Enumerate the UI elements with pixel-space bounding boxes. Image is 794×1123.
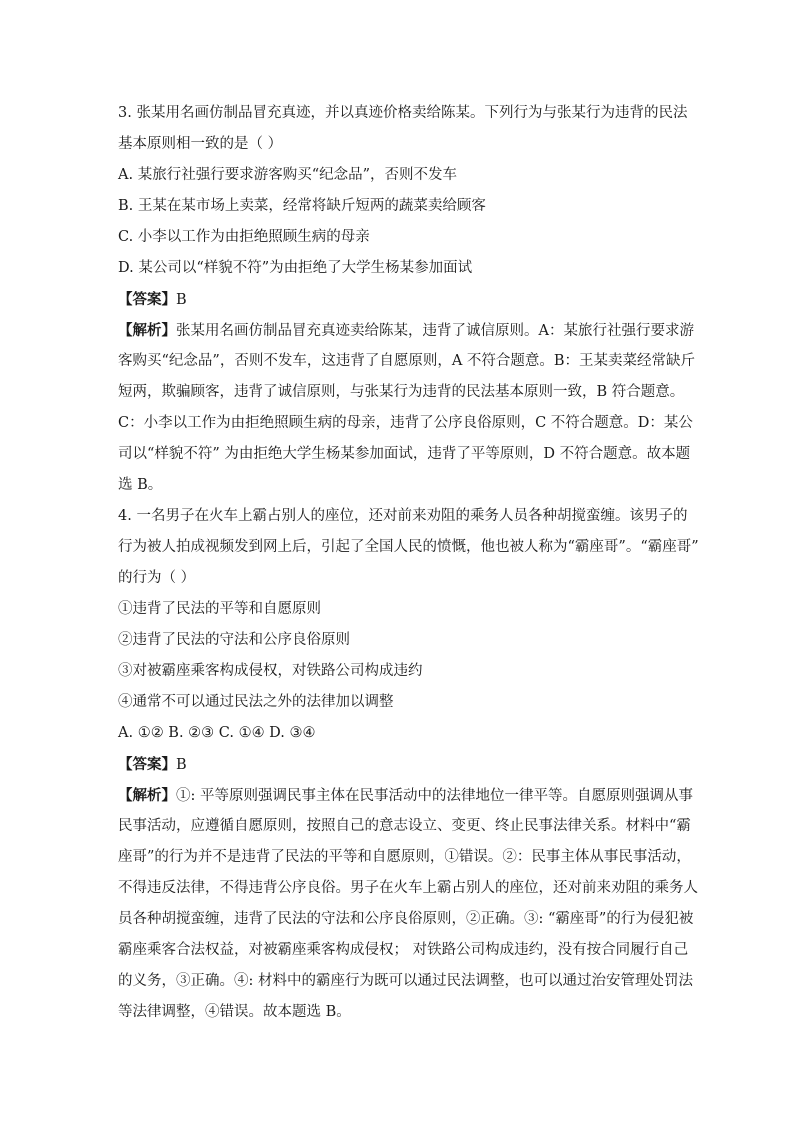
q3-analysis-tag: 【解析】 [118, 322, 176, 339]
q3-option-c: C. 小李以工作为由拒绝照顾生病的母亲 [118, 229, 370, 245]
q3-analysis-line-1 [118, 315, 694, 346]
q3-analysis-line-3: 短两，欺骗顾客，违背了诚信原则，与张某行为违背的民法基本原则一致，B 符合题意。 [118, 384, 685, 400]
q3-answer [118, 284, 678, 315]
q3-analysis-line-5: 司以“样貌不符” 为由拒绝大学生杨某参加面试，违背了平等原则，D 不符合题意。故本题 [118, 446, 691, 462]
q4-stem-line-1: 4. 一名男子在火车上霸占别人的座位，还对前来劝阻的乘务人员各种胡搅蛮缠。该男子的 [118, 508, 688, 524]
q3-answer-value: B [176, 292, 187, 308]
q4-answer-value: B [176, 757, 187, 773]
q4-statement-4: ④通常不可以通过民法之外的法律加以调整 [118, 694, 394, 710]
q3-analysis-line-4: C：小李以工作为由拒绝照顾生病的母亲，违背了公序良俗原则，C 不符合题意。D：某公 [118, 415, 693, 431]
q3-option-a: A. 某旅行社强行要求游客购买“纪念品”，否则不发车 [118, 167, 458, 183]
q4-analysis-text-1: ①: 平等原则强调民事主体在民事活动中的法律地位一律平等。自愿原则强调从事 [176, 788, 693, 804]
q4-answer-tag: 【答案】 [118, 756, 176, 773]
q3-option-b: B. 王某在某市场上卖菜，经常将缺斤短两的蔬菜卖给顾客 [118, 198, 486, 214]
q3-answer-tag: 【答案】 [118, 291, 176, 308]
q4-analysis-line-3: 座哥”的行为并不是违背了民法的平等和自愿原则，①错误。②：民事主体从事民事活动， [118, 849, 691, 865]
q4-analysis-line-5: 员各种胡搅蛮缠，违背了民法的守法和公序良俗原则，②正确。③: “霸座哥”的行为侵犯被 [118, 911, 694, 927]
q4-statement-3: ③对被霸座乘客构成侵权，对铁路公司构成违约 [118, 663, 423, 679]
q4-analysis-line-6: 霸座乘客合法权益，对被霸座乘客构成侵权； 对铁路公司构成违约，没有按合同履行自己 [118, 942, 689, 958]
q4-analysis-line-8: 等法律调整，④错误。故本题选 B。 [118, 1004, 351, 1020]
q4-analysis-tag: 【解析】 [118, 787, 176, 804]
q4-analysis-line-1 [118, 780, 693, 811]
q3-analysis-line-2: 客购买“纪念品”，否则不发车，这违背了自愿原则，A 不符合题意。B：王某卖菜经常缺斤 [118, 353, 696, 369]
q3-stem-line-2: 基本原则相一致的是（ ） [118, 136, 283, 152]
q4-statement-1: ①违背了民法的平等和自愿原则 [118, 601, 321, 617]
q4-stem-line-2: 行为被人拍成视频发到网上后，引起了全国人民的愤慨，他也被人称为“霸座哥”。“霸座哥” [118, 539, 699, 555]
q4-statement-2: ②违背了民法的守法和公序良俗原则 [118, 632, 350, 648]
q3-stem-line-1: 3. 张某用名画仿制品冒充真迹，并以真迹价格卖给陈某。下列行为与张某行为违背的民法 [118, 105, 688, 121]
q4-stem-line-3: 的行为（ ） [118, 570, 196, 586]
q4-analysis-line-2: 民事活动，应遵循自愿原则，按照自己的意志设立、变更、终止民事法律关系。材料中“霸 [118, 818, 691, 834]
document-page [118, 98, 699, 1028]
q3-option-d: D. 某公司以“样貌不符”为由拒绝了大学生杨某参加面试 [118, 260, 473, 276]
q4-answer [118, 749, 678, 780]
q3-analysis-line-6: 选 B。 [118, 477, 163, 493]
q4-analysis-line-7: 的义务，③正确。④: 材料中的霸座行为既可以通过民法调整，也可以通过治安管理处罚法 [118, 973, 693, 989]
q4-analysis-line-4: 不得违反法律，不得违背公序良俗。男子在火车上霸占别人的座位，还对前来劝阻的乘务人 [118, 880, 698, 896]
q3-analysis-text-1: 张某用名画仿制品冒充真迹卖给陈某，违背了诚信原则。A：某旅行社强行要求游 [176, 323, 694, 339]
q4-options: A. ①② B. ②③ C. ①④ D. ③④ [118, 725, 316, 741]
